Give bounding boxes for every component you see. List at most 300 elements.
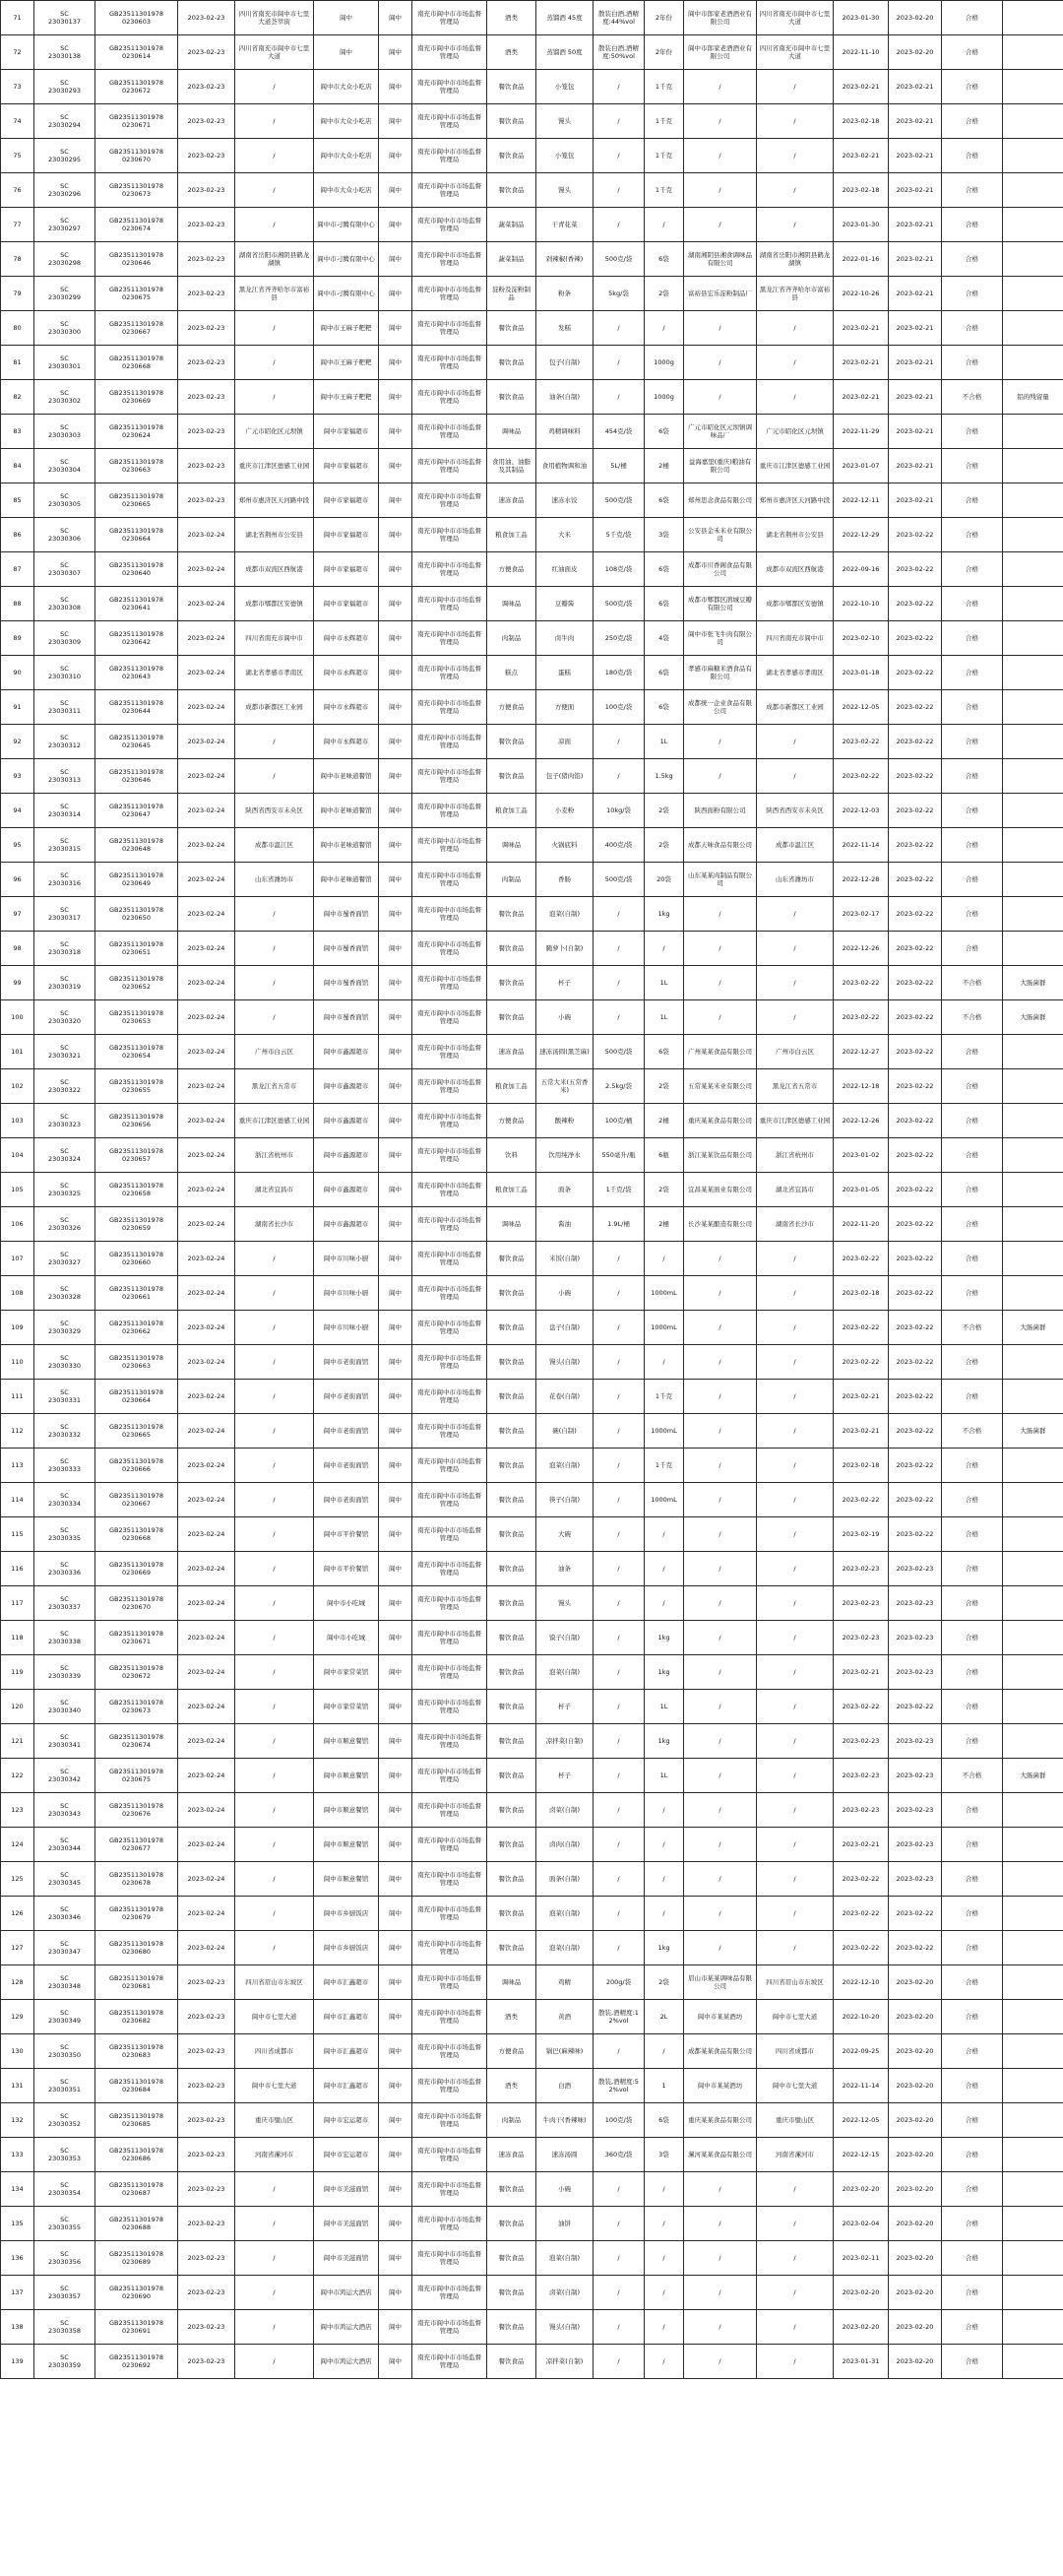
cell-sampled-unit: 阆中市蜀香面馆: [314, 966, 379, 1000]
cell-no: 139: [1, 2345, 34, 2379]
cell-production-date: 2022-12-26: [834, 1104, 889, 1138]
cell-failed-item: 大肠菌群: [1003, 1311, 1063, 1345]
cell-producer-address: /: [757, 932, 834, 966]
cell-inspection-date: 2023-02-21: [889, 277, 942, 311]
cell-task-source: 南充市阆中市市场监督管理局: [412, 1345, 487, 1380]
cell-origin-address: /: [235, 1552, 314, 1586]
table-row: [1, 2310, 1063, 2345]
cell-producer: 漯河某某食品有限公司: [684, 2138, 757, 2172]
cell-task-source: 南充市阆中市市场监督管理局: [412, 1759, 487, 1793]
cell-food-class: 调味品: [487, 415, 536, 449]
cell-quantity: 1: [645, 2069, 684, 2103]
cell-task-source: 南充市阆中市市场监督管理局: [412, 1690, 487, 1724]
cell-specification: 5kg/袋: [594, 277, 645, 311]
cell-quantity: 2袋: [645, 1069, 684, 1104]
cell-producer: /: [684, 1380, 757, 1414]
cell-sample-name: 面条(自制): [536, 1862, 594, 1897]
cell-failed-item: 大肠菌群: [1003, 966, 1063, 1000]
cell-origin-address: /: [235, 966, 314, 1000]
cell-category-code: SC 23030348: [34, 1965, 95, 2000]
cell-sample-id: GB23511301978 0230665: [95, 483, 178, 518]
cell-inspection-date: 2023-02-22: [889, 1931, 942, 1965]
cell-sampling-date: 2023-02-23: [178, 104, 235, 139]
cell-sampling-date: 2023-02-24: [178, 1862, 235, 1897]
cell-sampling-date: 2023-02-24: [178, 1655, 235, 1690]
cell-region: 阆中: [379, 1724, 412, 1759]
cell-producer-address: /: [757, 1242, 834, 1276]
cell-category-code: SC 23030359: [34, 2345, 95, 2379]
cell-production-date: 2023-02-10: [834, 621, 889, 656]
cell-result: 合格: [942, 70, 1003, 104]
cell-task-source: 南充市阆中市市场监督管理局: [412, 2034, 487, 2069]
cell-category-code: SC 23030137: [34, 1, 95, 35]
cell-origin-address: /: [235, 1311, 314, 1345]
cell-sample-name: 干青花菜: [536, 208, 594, 242]
cell-producer-address: 郑州市惠济区天河路中段: [757, 483, 834, 518]
cell-origin-address: /: [235, 725, 314, 759]
cell-quantity: /: [645, 2172, 684, 2207]
cell-category-code: SC 23030335: [34, 1517, 95, 1552]
cell-production-date: 2023-02-21: [834, 1828, 889, 1862]
cell-inspection-date: 2023-02-22: [889, 1414, 942, 1449]
cell-sampling-date: 2023-02-24: [178, 1828, 235, 1862]
cell-quantity: 1000mL: [645, 1414, 684, 1449]
cell-food-class: 餐饮食品: [487, 1655, 536, 1690]
cell-sample-id: GB23511301978 0230657: [95, 1138, 178, 1173]
cell-region: 阆中: [379, 518, 412, 552]
cell-sample-id: GB23511301978 0230660: [95, 1242, 178, 1276]
cell-origin-address: /: [235, 1931, 314, 1965]
cell-result: 合格: [942, 2138, 1003, 2172]
cell-result: 合格: [942, 242, 1003, 277]
cell-sample-id: GB23511301978 0230653: [95, 1000, 178, 1035]
cell-category-code: SC 23030321: [34, 1035, 95, 1069]
cell-category-code: SC 23030319: [34, 966, 95, 1000]
cell-quantity: 2袋: [645, 794, 684, 828]
cell-failed-item: [1003, 690, 1063, 725]
cell-food-class: 餐饮食品: [487, 1759, 536, 1793]
cell-failed-item: [1003, 794, 1063, 828]
table-row: [1, 2000, 1063, 2034]
table-row: [1, 2207, 1063, 2241]
cell-sample-id: GB23511301978 0230678: [95, 1862, 178, 1897]
cell-origin-address: /: [235, 1242, 314, 1276]
cell-sampling-date: 2023-02-23: [178, 35, 235, 70]
cell-inspection-date: 2023-02-20: [889, 2241, 942, 2276]
cell-producer-address: 黑龙江省五常市: [757, 1069, 834, 1104]
table-row: [1, 1069, 1063, 1104]
cell-no: 127: [1, 1931, 34, 1965]
cell-production-date: 2022-12-28: [834, 863, 889, 897]
cell-producer-address: /: [757, 1655, 834, 1690]
cell-failed-item: [1003, 1862, 1063, 1897]
cell-failed-item: [1003, 35, 1063, 70]
cell-failed-item: [1003, 2276, 1063, 2310]
cell-food-class: 餐饮食品: [487, 966, 536, 1000]
table-row: [1, 1690, 1063, 1724]
cell-producer: /: [684, 1517, 757, 1552]
cell-quantity: 6袋: [645, 415, 684, 449]
cell-origin-address: 郑州市惠济区天河路中段: [235, 483, 314, 518]
cell-inspection-date: 2023-02-22: [889, 828, 942, 863]
cell-inspection-date: 2023-02-23: [889, 1552, 942, 1586]
cell-specification: 108克/袋: [594, 552, 645, 587]
cell-sample-name: 盘子(自制): [536, 1311, 594, 1345]
cell-result: 合格: [942, 725, 1003, 759]
cell-origin-address: /: [235, 1000, 314, 1035]
cell-sample-id: GB23511301978 0230640: [95, 552, 178, 587]
cell-producer: /: [684, 1311, 757, 1345]
cell-origin-address: /: [235, 932, 314, 966]
cell-production-date: 2023-02-22: [834, 1862, 889, 1897]
cell-failed-item: [1003, 1517, 1063, 1552]
cell-quantity: /: [645, 2345, 684, 2379]
cell-specification: /: [594, 1586, 645, 1621]
table-body: [1, 1, 1063, 2379]
cell-task-source: 南充市阆中市市场监督管理局: [412, 552, 487, 587]
cell-failed-item: [1003, 1276, 1063, 1311]
cell-production-date: 2023-02-21: [834, 1380, 889, 1414]
cell-sample-id: GB23511301978 0230645: [95, 725, 178, 759]
cell-producer: 长沙某某酿造有限公司: [684, 1207, 757, 1242]
cell-failed-item: [1003, 1, 1063, 35]
cell-production-date: 2023-02-18: [834, 173, 889, 208]
cell-failed-item: [1003, 1655, 1063, 1690]
cell-no: 119: [1, 1655, 34, 1690]
cell-sampling-date: 2023-02-24: [178, 1483, 235, 1517]
cell-producer: /: [684, 346, 757, 380]
cell-result: 合格: [942, 1069, 1003, 1104]
table-row: [1, 2172, 1063, 2207]
cell-category-code: SC 23030355: [34, 2207, 95, 2241]
cell-task-source: 南充市阆中市市场监督管理局: [412, 2000, 487, 2034]
cell-task-source: 南充市阆中市市场监督管理局: [412, 1483, 487, 1517]
cell-region: 阆中: [379, 173, 412, 208]
cell-sampled-unit: 阆中市大众小吃店: [314, 139, 379, 173]
cell-result: 合格: [942, 35, 1003, 70]
cell-sampled-unit: 阆中市鑫源超市: [314, 1207, 379, 1242]
cell-result: 合格: [942, 1173, 1003, 1207]
cell-sampled-unit: 阆中: [314, 1, 379, 35]
cell-task-source: 南充市阆中市市场监督管理局: [412, 2103, 487, 2138]
cell-producer-address: /: [757, 380, 834, 415]
cell-region: 阆中: [379, 1897, 412, 1931]
cell-sample-name: 馒头: [536, 104, 594, 139]
cell-inspection-date: 2023-02-20: [889, 2310, 942, 2345]
cell-production-date: 2023-02-21: [834, 346, 889, 380]
cell-sampled-unit: 阆中市老街面馆: [314, 1449, 379, 1483]
cell-task-source: 南充市阆中市市场监督管理局: [412, 1449, 487, 1483]
cell-failed-item: [1003, 1207, 1063, 1242]
cell-failed-item: [1003, 1724, 1063, 1759]
cell-no: 123: [1, 1793, 34, 1828]
cell-sampled-unit: 阆中市王麻子粑粑: [314, 346, 379, 380]
cell-inspection-date: 2023-02-22: [889, 966, 942, 1000]
cell-category-code: SC 23030306: [34, 518, 95, 552]
cell-result: 合格: [942, 1449, 1003, 1483]
cell-sample-id: GB23511301978 0230614: [95, 35, 178, 70]
cell-no: 74: [1, 104, 34, 139]
cell-quantity: 2L: [645, 2000, 684, 2034]
cell-failed-item: 大肠菌群: [1003, 1000, 1063, 1035]
cell-category-code: SC 23030353: [34, 2138, 95, 2172]
cell-production-date: 2022-12-15: [834, 2138, 889, 2172]
table-row: [1, 1483, 1063, 1517]
cell-failed-item: [1003, 1380, 1063, 1414]
cell-region: 阆中: [379, 1621, 412, 1655]
cell-origin-address: /: [235, 104, 314, 139]
cell-sample-id: GB23511301978 0230672: [95, 1655, 178, 1690]
cell-producer-address: 浙江省杭州市: [757, 1138, 834, 1173]
cell-result: 合格: [942, 1862, 1003, 1897]
cell-origin-address: 重庆市江津区德感工业园: [235, 449, 314, 483]
cell-producer: 公安县金禾米业有限公司: [684, 518, 757, 552]
cell-origin-address: /: [235, 1621, 314, 1655]
cell-no: 83: [1, 415, 34, 449]
cell-specification: 500克/袋: [594, 587, 645, 621]
cell-producer-address: 四川省眉山市东坡区: [757, 1965, 834, 2000]
cell-sample-id: GB23511301978 0230646: [95, 759, 178, 794]
cell-specification: /: [594, 346, 645, 380]
table-row: [1, 1517, 1063, 1552]
cell-quantity: /: [645, 2034, 684, 2069]
cell-task-source: 南充市阆中市市场监督管理局: [412, 277, 487, 311]
cell-task-source: 南充市阆中市市场监督管理局: [412, 1138, 487, 1173]
cell-quantity: 1000mL: [645, 1276, 684, 1311]
cell-production-date: 2023-02-22: [834, 1483, 889, 1517]
cell-quantity: /: [645, 932, 684, 966]
cell-task-source: 南充市阆中市市场监督管理局: [412, 104, 487, 139]
cell-producer: /: [684, 173, 757, 208]
cell-result: 合格: [942, 1517, 1003, 1552]
cell-quantity: 1000g: [645, 380, 684, 415]
cell-producer: /: [684, 1759, 757, 1793]
cell-sampled-unit: 阆中市永辉超市: [314, 656, 379, 690]
cell-no: 112: [1, 1414, 34, 1449]
cell-sampled-unit: 阆中市美滋面馆: [314, 2207, 379, 2241]
cell-origin-address: /: [235, 2276, 314, 2310]
cell-sampling-date: 2023-02-24: [178, 621, 235, 656]
table-row: [1, 70, 1063, 104]
cell-result: 合格: [942, 1965, 1003, 2000]
cell-sample-name: 杯子: [536, 966, 594, 1000]
cell-task-source: 南充市阆中市市场监督管理局: [412, 725, 487, 759]
table-row: [1, 311, 1063, 346]
cell-producer: 重庆某某食品有限公司: [684, 2103, 757, 2138]
table-row: [1, 656, 1063, 690]
cell-specification: /: [594, 2207, 645, 2241]
cell-production-date: 2022-12-26: [834, 932, 889, 966]
cell-category-code: SC 23030351: [34, 2069, 95, 2103]
cell-sampling-date: 2023-02-24: [178, 1724, 235, 1759]
cell-no: 85: [1, 483, 34, 518]
cell-producer: 阆中市张飞牛肉有限公司: [684, 621, 757, 656]
cell-sample-id: GB23511301978 0230674: [95, 208, 178, 242]
cell-producer-address: /: [757, 1483, 834, 1517]
cell-inspection-date: 2023-02-21: [889, 70, 942, 104]
cell-region: 阆中: [379, 1069, 412, 1104]
cell-sample-id: GB23511301978 0230624: [95, 415, 178, 449]
cell-producer-address: 湖南省岳阳市湘阴县鹤龙湖镇: [757, 242, 834, 277]
cell-producer-address: /: [757, 1552, 834, 1586]
cell-sampled-unit: 阆中市大众小吃店: [314, 70, 379, 104]
cell-category-code: SC 23030327: [34, 1242, 95, 1276]
cell-region: 阆中: [379, 2172, 412, 2207]
cell-sample-name: 酱油: [536, 1207, 594, 1242]
cell-sample-name: 香肠: [536, 863, 594, 897]
table-row: [1, 725, 1063, 759]
cell-producer-address: /: [757, 346, 834, 380]
cell-sample-id: GB23511301978 0230692: [95, 2345, 178, 2379]
cell-sample-name: 白酒: [536, 2069, 594, 2103]
cell-failed-item: [1003, 1897, 1063, 1931]
cell-region: 阆中: [379, 1035, 412, 1069]
cell-no: 98: [1, 932, 34, 966]
table-row: [1, 1, 1063, 35]
cell-result: 合格: [942, 2276, 1003, 2310]
cell-production-date: 2023-02-22: [834, 1345, 889, 1380]
cell-inspection-date: 2023-02-22: [889, 1276, 942, 1311]
cell-producer: /: [684, 1276, 757, 1311]
cell-sample-name: 食用植物调和油: [536, 449, 594, 483]
cell-task-source: 南充市阆中市市场监督管理局: [412, 2310, 487, 2345]
cell-result: 合格: [942, 932, 1003, 966]
table-row: [1, 483, 1063, 518]
cell-result: 合格: [942, 2000, 1003, 2034]
cell-category-code: SC 23030315: [34, 828, 95, 863]
cell-inspection-date: 2023-02-20: [889, 2034, 942, 2069]
cell-inspection-date: 2023-02-22: [889, 932, 942, 966]
cell-sample-name: 速冻汤圆: [536, 2138, 594, 2172]
cell-no: 117: [1, 1586, 34, 1621]
cell-result: 合格: [942, 1242, 1003, 1276]
cell-category-code: SC 23030296: [34, 173, 95, 208]
cell-no: 106: [1, 1207, 34, 1242]
cell-no: 114: [1, 1483, 34, 1517]
cell-category-code: SC 23030341: [34, 1724, 95, 1759]
cell-sampling-date: 2023-02-24: [178, 1345, 235, 1380]
cell-region: 阆中: [379, 1414, 412, 1449]
cell-production-date: 2022-11-14: [834, 828, 889, 863]
cell-origin-address: /: [235, 2345, 314, 2379]
cell-task-source: 南充市阆中市市场监督管理局: [412, 173, 487, 208]
cell-food-class: 餐饮食品: [487, 1242, 536, 1276]
cell-result: 合格: [942, 552, 1003, 587]
cell-sample-id: GB23511301978 0230684: [95, 2069, 178, 2103]
cell-region: 阆中: [379, 35, 412, 70]
cell-region: 阆中: [379, 1759, 412, 1793]
cell-food-class: 蔬菜制品: [487, 208, 536, 242]
cell-region: 阆中: [379, 2310, 412, 2345]
cell-result: 合格: [942, 587, 1003, 621]
cell-production-date: 2023-02-23: [834, 1793, 889, 1828]
cell-sample-name: 卤菜(自制): [536, 2276, 594, 2310]
cell-task-source: 南充市阆中市市场监督管理局: [412, 208, 487, 242]
cell-quantity: 2桶: [645, 1207, 684, 1242]
cell-sample-id: GB23511301978 0230665: [95, 1414, 178, 1449]
cell-specification: /: [594, 104, 645, 139]
cell-specification: 500克/袋: [594, 242, 645, 277]
cell-sampled-unit: 阆中市刁腾有限中心: [314, 208, 379, 242]
cell-result: 合格: [942, 1345, 1003, 1380]
cell-task-source: 南充市阆中市市场监督管理局: [412, 1, 487, 35]
cell-failed-item: [1003, 1931, 1063, 1965]
cell-task-source: 南充市阆中市市场监督管理局: [412, 621, 487, 656]
cell-sample-id: GB23511301978 0230677: [95, 1828, 178, 1862]
cell-specification: /: [594, 1311, 645, 1345]
cell-inspection-date: 2023-02-21: [889, 483, 942, 518]
cell-sampling-date: 2023-02-23: [178, 2103, 235, 2138]
cell-producer-address: 阆中市七里大道: [757, 2000, 834, 2034]
cell-producer-address: 四川省南充市阆中市七里大道: [757, 35, 834, 70]
cell-quantity: 3袋: [645, 2138, 684, 2172]
cell-task-source: 南充市阆中市市场监督管理局: [412, 759, 487, 794]
cell-task-source: 南充市阆中市市场监督管理局: [412, 863, 487, 897]
cell-sample-id: GB23511301978 0230668: [95, 1517, 178, 1552]
cell-sampled-unit: 阆中: [314, 35, 379, 70]
cell-no: 90: [1, 656, 34, 690]
cell-sample-name: 大碗: [536, 1517, 594, 1552]
cell-producer: /: [684, 759, 757, 794]
cell-production-date: 2023-02-22: [834, 725, 889, 759]
cell-quantity: 2袋: [645, 1965, 684, 2000]
cell-sampling-date: 2023-02-23: [178, 139, 235, 173]
cell-task-source: 南充市阆中市市场监督管理局: [412, 1035, 487, 1069]
cell-producer-address: /: [757, 897, 834, 932]
cell-result: 不合格: [942, 380, 1003, 415]
cell-sampled-unit: 阆中市老味道餐馆: [314, 863, 379, 897]
cell-result: 合格: [942, 1793, 1003, 1828]
table-row: [1, 1311, 1063, 1345]
cell-quantity: /: [645, 311, 684, 346]
cell-failed-item: [1003, 1242, 1063, 1276]
cell-no: 80: [1, 311, 34, 346]
cell-sampled-unit: 阆中市乡厨饭店: [314, 1931, 379, 1965]
cell-production-date: 2023-02-22: [834, 1242, 889, 1276]
cell-failed-item: [1003, 1793, 1063, 1828]
cell-failed-item: [1003, 2138, 1063, 2172]
cell-quantity: 2袋: [645, 277, 684, 311]
cell-origin-address: /: [235, 2172, 314, 2207]
cell-failed-item: [1003, 518, 1063, 552]
cell-producer: 成都市川香阁食品有限公司: [684, 552, 757, 587]
cell-region: 阆中: [379, 1311, 412, 1345]
cell-category-code: SC 23030350: [34, 2034, 95, 2069]
cell-no: 77: [1, 208, 34, 242]
cell-sampled-unit: 阆中市永辉超市: [314, 690, 379, 725]
cell-sample-id: GB23511301978 0230663: [95, 449, 178, 483]
cell-inspection-date: 2023-02-22: [889, 794, 942, 828]
cell-result: 合格: [942, 656, 1003, 690]
cell-no: 111: [1, 1380, 34, 1414]
cell-quantity: 1千克: [645, 139, 684, 173]
cell-failed-item: [1003, 449, 1063, 483]
cell-result: 合格: [942, 139, 1003, 173]
cell-producer-address: 湖北省宜昌市: [757, 1173, 834, 1207]
cell-quantity: 6袋: [645, 587, 684, 621]
cell-no: 102: [1, 1069, 34, 1104]
cell-sampling-date: 2023-02-24: [178, 1035, 235, 1069]
cell-inspection-date: 2023-02-22: [889, 1000, 942, 1035]
cell-task-source: 南充市阆中市市场监督管理局: [412, 1621, 487, 1655]
cell-task-source: 南充市阆中市市场监督管理局: [412, 897, 487, 932]
cell-producer-address: /: [757, 966, 834, 1000]
cell-sample-id: GB23511301978 0230659: [95, 1207, 178, 1242]
cell-specification: 180克/袋: [594, 656, 645, 690]
cell-task-source: 南充市阆中市市场监督管理局: [412, 828, 487, 863]
cell-no: 136: [1, 2241, 34, 2276]
cell-region: 阆中: [379, 1931, 412, 1965]
